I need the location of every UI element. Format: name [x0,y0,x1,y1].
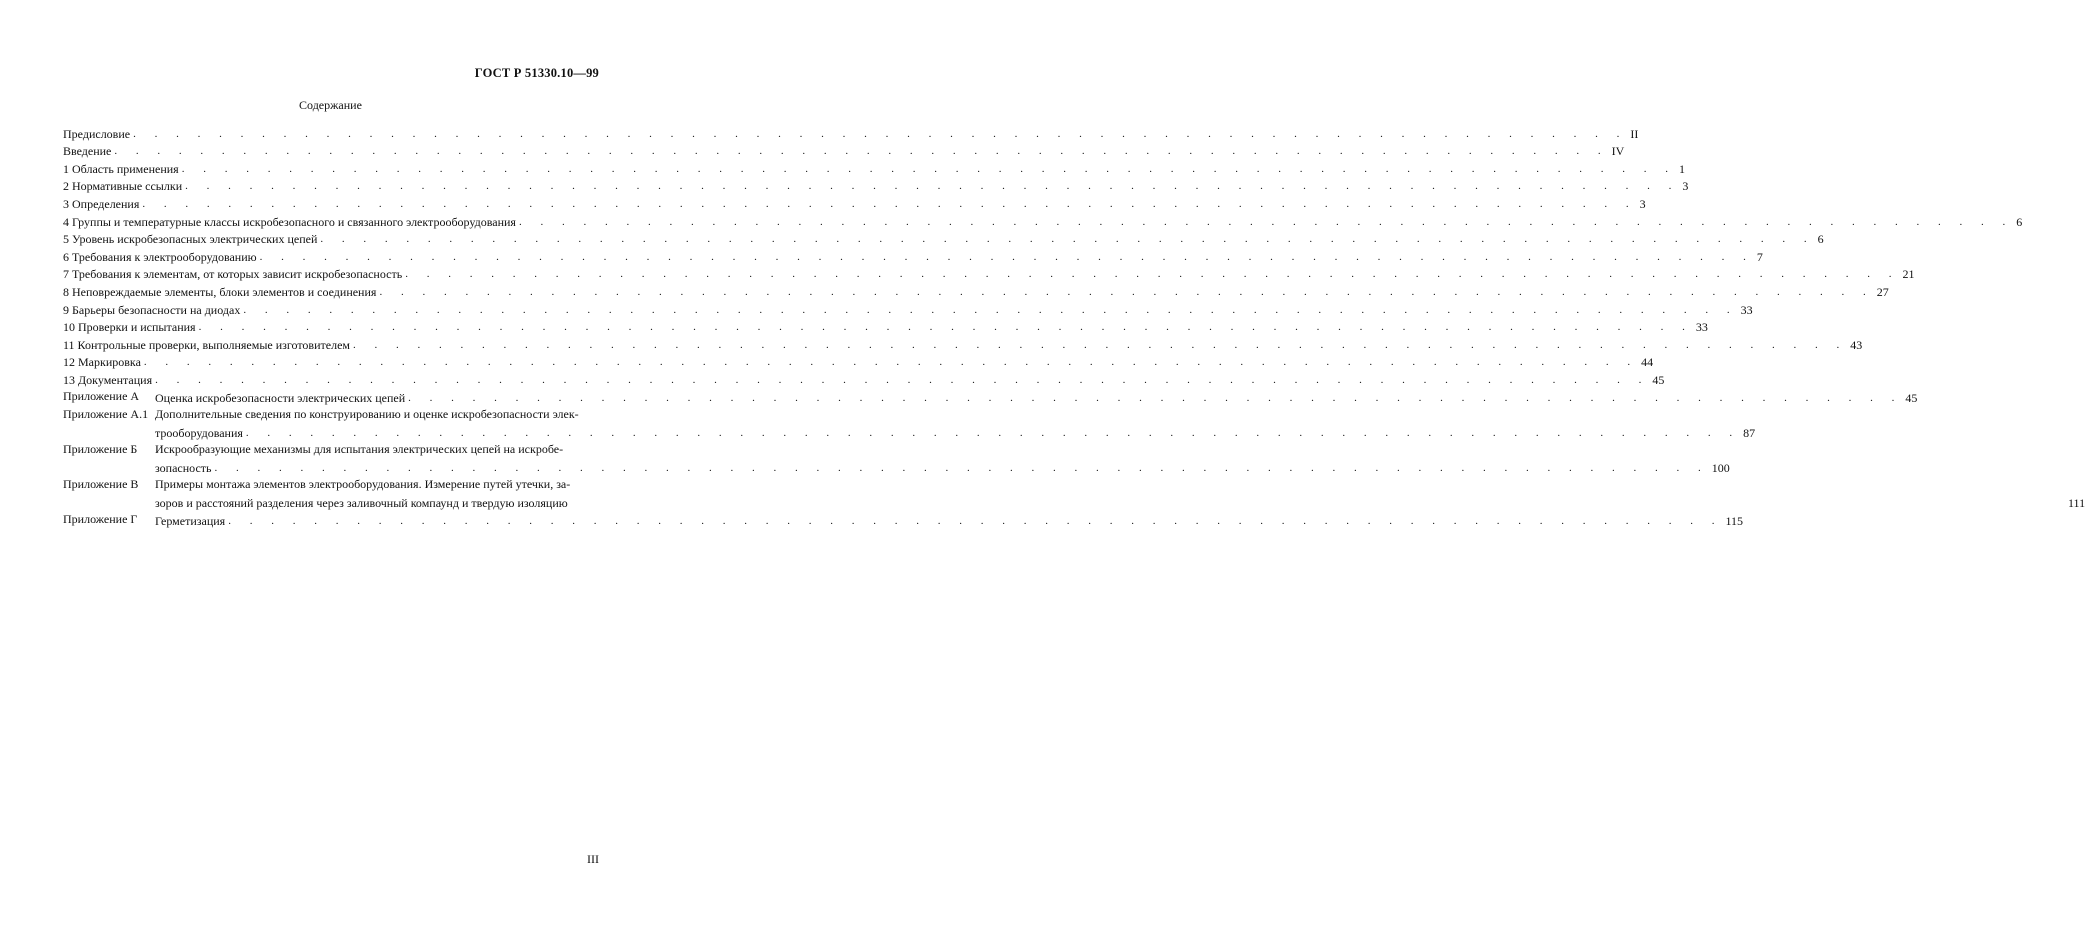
dot-leader [353,338,1847,353]
appendix-label: Приложение А.1 [63,406,149,421]
dot-leader [142,197,1636,212]
appendix-title: трооборудования [155,425,243,440]
dot-leader [379,285,1873,300]
toc-entry-label: 12 Маркировка [63,355,141,370]
toc-entry[interactable] [63,124,1639,142]
toc-entry-label: 2 Нормативные ссылки [63,179,183,194]
toc-entry[interactable] [63,353,1654,371]
dot-leader [246,426,1740,441]
dot-leader [260,250,1754,265]
toc-entry[interactable] [63,177,1689,195]
appendix-title: Оценка искробезопасности электрических цепей [155,390,406,405]
appendix-title: зоров и расстояний разделения через заливочный компаунд и твердую изоляцию [155,496,568,511]
dot-leader [228,514,1722,529]
toc-entry[interactable] [63,282,1889,300]
toc-entry-label: 7 Требования к элементам, от которых зависит искробезопасность [63,267,403,282]
toc-entry-label: 5 Уровень искробезопасных электрических цепей [63,232,318,247]
dot-leader [519,215,2013,230]
toc-entry-page: II [1630,126,1639,141]
dot-leader [133,127,1627,142]
appendix-page: 87 [1743,425,1756,440]
toc-entry-page: 33 [1740,302,1753,317]
toc-entry-label: 13 Документация [63,372,153,387]
dot-leader [408,391,1902,406]
toc-entry[interactable] [63,142,1625,160]
dot-leader [155,373,1649,388]
toc-entry-label: 3 Определения [63,196,140,211]
appendix-page: 45 [1905,390,1918,405]
toc-appendix-entry[interactable] [63,406,1756,441]
toc-entry[interactable] [63,318,1708,336]
toc-entry-page: 3 [1639,196,1646,211]
dot-leader [182,162,1676,177]
dot-leader [185,179,1679,194]
appendix-title-line: Дополнительные сведения по конструированию и оценке искробезопасности элек- [155,406,579,421]
appendix-page: 111 [2067,496,2085,511]
dot-leader [199,320,1693,335]
toc-entry-page: 7 [1756,249,1763,264]
appendix-title-line: Примеры монтажа элементов электрооборудования. Измерение путей утечки, за- [155,476,571,491]
appendix-page: 100 [1711,460,1730,475]
toc-entry-label: 9 Барьеры безопасности на диодах [63,302,241,317]
toc-entry-page: 45 [1652,372,1665,387]
dot-leader [405,267,1899,282]
toc-appendix-entry[interactable] [63,388,1918,406]
toc-entry-page: 6 [1817,232,1824,247]
appendix-title: зопасность [155,460,212,475]
toc-entry-label: 10 Проверки и испытания [63,320,196,335]
toc-entry-label: 11 Контрольные проверки, выполняемые изготовителем [63,337,350,352]
toc-entry-label: 1 Область применения [63,161,179,176]
toc-appendix-entry[interactable] [63,511,1743,529]
dot-leader [320,232,1814,247]
toc-entry[interactable] [63,159,1685,177]
toc-entry[interactable] [63,247,1763,265]
appendix-label: Приложение Г [63,512,138,527]
toc-entry[interactable] [63,230,1824,248]
dot-leader [215,461,1709,476]
dot-leader [144,355,1638,370]
dot-leader [243,303,1737,318]
toc-entry-label: 6 Требования к электрооборудованию [63,249,257,264]
toc-entry[interactable] [63,335,1863,353]
page-title: Содержание [299,98,362,112]
header-code: ГОСТ Р 51330.10—99 [474,66,599,80]
toc-entry-page: 33 [1695,320,1708,335]
toc-entry-page: 44 [1641,355,1654,370]
appendix-label: Приложение А [63,388,140,403]
toc-entry-page: 3 [1682,179,1689,194]
table-of-contents [63,124,2085,529]
toc-entry-label: Введение [63,144,112,159]
toc-appendix-entry[interactable] [63,476,2085,511]
appendix-title-line: Искрообразующие механизмы для испытания электрических цепей на искробе- [155,441,564,456]
toc-entry[interactable] [63,212,2023,230]
toc-appendix-entry[interactable] [63,441,1730,476]
appendix-title: Герметизация [155,513,226,528]
appendix-label: Приложение Б [63,441,138,456]
toc-entry-page: 1 [1678,161,1685,176]
dot-leader [114,144,1608,159]
toc-entry-page: 43 [1850,337,1863,352]
toc-entry-label: 8 Неповреждаемые элементы, блоки элементов и соединения [63,284,377,299]
toc-entry-page: IV [1611,144,1625,159]
appendix-label: Приложение В [63,476,139,491]
toc-entry[interactable] [63,370,1665,388]
toc-entry[interactable] [63,194,1646,212]
appendix-page: 115 [1725,513,1743,528]
toc-entry-label: 4 Группы и температурные классы искробезопасного и связанного электрооборудования [63,214,516,229]
toc-entry-label: Предисловие [63,126,131,141]
toc-entry-page: 21 [1902,267,1915,282]
toc-entry[interactable] [63,300,1753,318]
footer-page-number: III [587,852,599,866]
toc-entry-page: 27 [1876,284,1889,299]
toc-entry[interactable] [63,265,1915,283]
toc-entry-page: 6 [2016,214,2023,229]
